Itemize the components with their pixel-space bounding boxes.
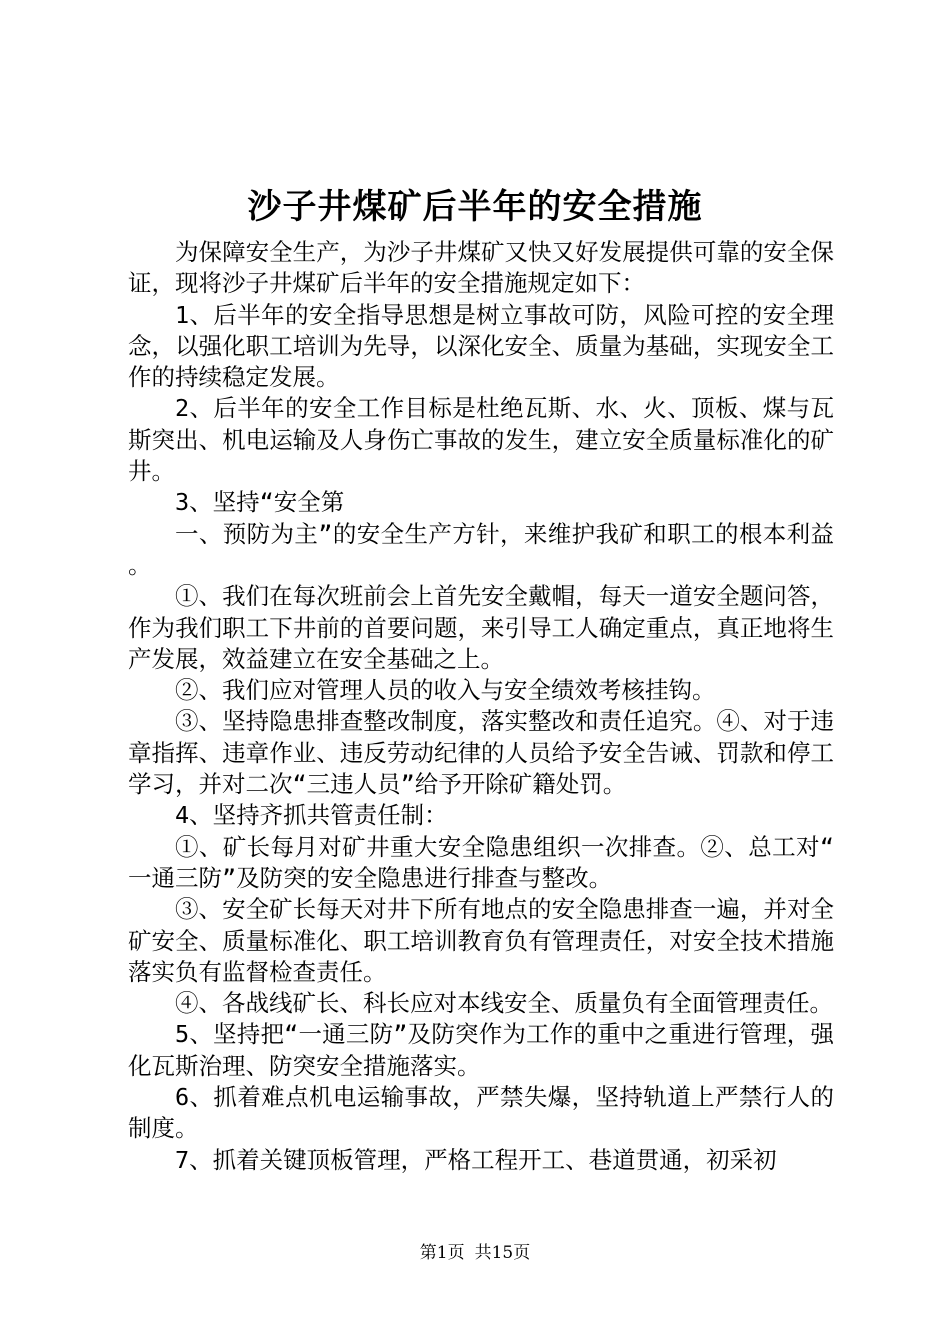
paragraph-subitem-4-1: ①、矿长每月对矿井重大安全隐患组织一次排查。②、总工对“一通三防”及防突的安全隐患进行排查与整改。 xyxy=(128,832,834,892)
paragraph-item-2: 2、后半年的安全工作目标是杜绝瓦斯、水、火、顶板、煤与瓦斯突出、机电运输及人身伤亡事故的发生，建立安全质量标准化的矿井。 xyxy=(128,394,834,486)
page-total: 共15页 xyxy=(474,1243,531,1263)
paragraph-item-3: 3、坚持“安全第 xyxy=(175,488,345,517)
paragraph-subitem-4-4: ④、各战线矿长、科长应对本线安全、质量负有全面管理责任。 xyxy=(175,989,833,1018)
paragraph-item-7: 7、抓着关键顶板管理，严格工程开工、巷道贯通，初采初 xyxy=(175,1145,777,1174)
paragraph-item-3-continued: 一、预防为主”的安全生产方针，来维护我矿和职工的根本利益。 xyxy=(128,519,834,579)
page-footer xyxy=(0,1241,950,1265)
paragraph-subitem-3-3: ③、坚持隐患排查整改制度，落实整改和责任追究。④、对于违章指挥、违章作业、违反劳动纪律的人员给予安全告诫、罚款和停工学习，并对二次“三违人员”给予开除矿籍处罚。 xyxy=(128,707,834,799)
paragraph-intro: 为保障安全生产，为沙子井煤矿又快又好发展提供可靠的安全保证，现将沙子井煤矿后半年的安全措施规定如下： xyxy=(128,238,834,298)
paragraph-subitem-4-3: ③、安全矿长每天对井下所有地点的安全隐患排查一遍，并对全矿安全、质量标准化、职工培训教育负有管理责任，对安全技术措施落实负有监督检查责任。 xyxy=(128,895,834,986)
paragraph-item-5: 5、坚持把“一通三防”及防突作为工作的重中之重进行管理，强化瓦斯治理、防突安全措施落实。 xyxy=(128,1020,834,1080)
paragraph-item-6: 6、抓着难点机电运输事故，严禁失爆，坚持轨道上严禁行人的制度。 xyxy=(128,1083,834,1143)
document-title: 沙子井煤矿后半年的安全措施 xyxy=(247,187,703,227)
page-number: 第1页 xyxy=(419,1243,465,1263)
document-body xyxy=(128,237,834,1176)
paragraph-item-4: 4、坚持齐抓共管责任制： xyxy=(175,801,448,830)
paragraph-subitem-3-1: ①、我们在每次班前会上首先安全戴帽，每天一道安全题问答，作为我们职工下井前的首要问题，来引导工人确定重点，真正地将生产发展，效益建立在安全基础之上。 xyxy=(128,582,834,673)
paragraph-item-1: 1、后半年的安全指导思想是树立事故可防，风险可控的安全理念，以强化职工培训为先导，以深化安全、质量为基础，实现安全工作的持续稳定发展。 xyxy=(128,300,834,392)
paragraph-subitem-3-2: ②、我们应对管理人员的收入与安全绩效考核挂钩。 xyxy=(175,676,716,705)
